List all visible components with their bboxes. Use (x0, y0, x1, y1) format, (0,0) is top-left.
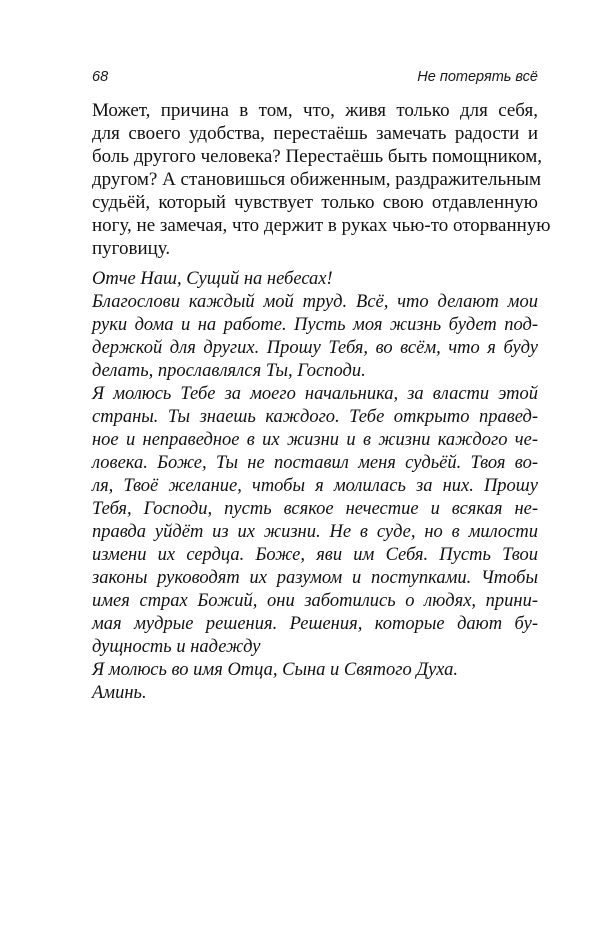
body-paragraph (92, 99, 551, 260)
prayer-line: правда уйдёт из их жизни. Не в суде, но в милости (92, 522, 538, 542)
prayer-line: страны. Ты знаешь каждого. Тебе открыто правед- (92, 407, 538, 427)
paragraph-line: судьёй, который чувствует только свою отдавленную (92, 192, 538, 213)
paragraph-line: боль другого человека? Перестаёшь быть помощником, (92, 146, 543, 167)
prayer-line: держкой для других. Прошу Тебя, во всём, что я буду (92, 338, 538, 358)
page-number: 68 (92, 69, 109, 85)
prayer-line: законы руководят их разумом и поступками. Чтобы (92, 568, 538, 588)
paragraph-line: Может, причина в том, что, живя только для себя, (92, 100, 538, 121)
prayer-line: имея страх Божий, они заботились о людях, прини- (92, 591, 538, 611)
paragraph-line: ногу, не замечая, что держит в руках чью-то оторванную (92, 215, 551, 236)
prayer-line: дущность и надежду (92, 637, 261, 657)
paragraph-line: другом? А становишься обиженным, раздражительным (92, 169, 542, 190)
prayer-line: делать, прославлялся Ты, Господи. (92, 361, 366, 381)
prayer-line: Я молюсь во имя Отца, Сына и Святого Духа. (92, 660, 458, 680)
prayer-line: ное и неправедное в их жизни и в жизни каждого че- (92, 430, 538, 450)
prayer-line: ля, Твоё желание, чтобы я молилась за них. Прошу (92, 476, 538, 496)
prayer-block (92, 268, 538, 705)
prayer-line: ловека. Боже, Ты не поставил меня судьёй. Твоя во- (92, 453, 538, 473)
prayer-line: Тебя, Господи, пусть всякое нечестие и всякая не- (92, 499, 538, 519)
prayer-line: Благослови каждый мой труд. Всё, что делают мои (92, 292, 538, 312)
prayer-line: руки дома и на работе. Пусть моя жизнь будет под- (92, 315, 538, 335)
prayer-line: Аминь. (92, 683, 147, 703)
running-title: Не потерять всё (417, 69, 538, 85)
paragraph-line: для своего удобства, перестаёшь замечать радости и (92, 123, 538, 144)
page-header (92, 69, 538, 91)
prayer-line: Отче Наш, Сущий на небесах! (92, 269, 333, 289)
paragraph-line: пуговицу. (92, 238, 171, 259)
prayer-line: измени их сердца. Боже, яви им Себя. Пусть Твои (92, 545, 538, 565)
prayer-line: Я молюсь Тебе за моего начальника, за власти этой (92, 384, 538, 404)
prayer-line: мая мудрые решения. Решения, которые дают бу- (92, 614, 538, 634)
